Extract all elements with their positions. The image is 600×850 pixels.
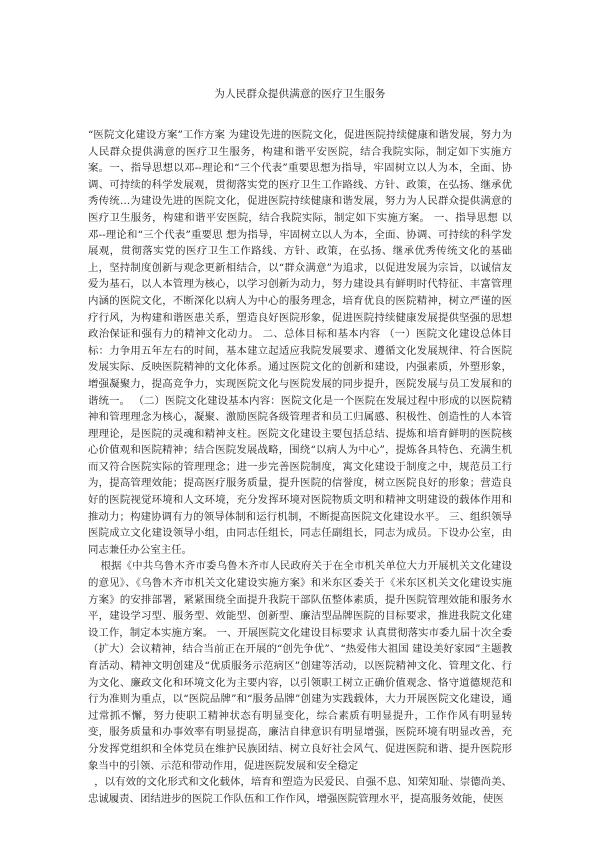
document-title: 为人民群众提供满意的医疗卫生服务 <box>214 88 386 100</box>
paragraph-work-plan: “医院文化建设方案”工作方案 为建设先进的医院文化，促进医院持续健康和谐发展，努力为人民群众提供满意的医疗卫生服务，构建和谐平安医院，结合我院实际，制定如下实施方案。一、指导思想以邓--理论和“三个代表”重要思想为指导，牢固树立以人为本，全面、协调、可持续的科学发展观，贯彻落实党的医疗卫生工作路线、方针、政策，在弘扬、继承优秀传统…为建设先进的医院文化，促进医院持续健康和谐发展，努力为人民群众提供满意的医疗卫生服务，构建和谐平安医院，结合我院实际，制定如下实施方案。 一、指导思想 以邓--理论和“三个代表”重要思 想为指导，牢固树立以人为本，全面、协调、可持续的科学发展观，贯彻落实党的医疗卫生工作路线、方针、政策，在弘扬、继承优秀传统文化的基础上，坚持制度创新与观念更新相结合，以“群众满意”为追求，以促进发展为宗旨，以诚信友爱为基石，以人本管理为核心，以学习创新为动力，努力建设具有鲜明时代特征、丰富管理内涵的医院文化，不断深化以病人为中心的服务理念，培育优良的医院精神，树立严谨的医疗行风，为构建和谐医患关系，塑造良好医院形象，促进医院持续健康发展提供坚强的思想政治保证和强有力的精神文化动力。 二、总体目标和基本内容 （一）医院文化建设总体目标：力争用五年左右的时间，基本建立起适应我院发展要求、遵循文化发展规律、符合医院发展实际、反映医院精神的文化体系。通过医院文化的创新和建设，内强素质，外塑形象，增强凝聚力，提高竞争力，实现医院文化与医院发展的同步提升，医院发展与员工发展和的谐统一。 （二）医院文化建设基本内容：医院文化是一个医院在发展过程中形成的以医院精神和管理理念为核心，凝聚、激励医院各级管理者和员工归属感、积极性、创造性的人本管理理论，是医院的灵魂和精神支柱。医院文化建设主要包括总结、提炼和培育鲜明的医院核心价值观和医院精神；结合医院发展战略，围绕“以病人为中心”，提炼各具特色、充满生机而又符合医院实际的管理理念；进一步完善医院制度，寓文化建设于制度之中，规范员工行为，提高管理效能；提高医疗服务质量，提升医院的信誉度，树立医院良好的形象；营造良好的医院视觉环境和人文环境，充分发挥环境对医院物质文明和精神文明建设的载体作用和推动力；构建协调有力的领导体制和运行机制，不断提高医院文化建设水平。 三、组织领导 医院成立文化建设领导小组，由同志任组长，同志任副组长，同志为成员。下设办公室，由同志兼任办公室主任。 <box>88 129 512 556</box>
paragraph-continuation: ，以有效的文化形式和文化载体，培育和塑造为民爱民、自强不息、知荣知耻、崇德尚美、忠诚履责、团结进步的医院工作队伍和工作作风，增强医院管理水平，提高服务效能，使医 <box>88 776 512 805</box>
paragraph-implementation-plan: 根据《中共乌鲁木齐市委乌鲁木齐市人民政府关于在全市机关单位大力开展机关文化建设的意见》、《乌鲁木齐市机关文化建设实施方案》和米东区委关于《米东区机关文化建设实施方案》的安排部署，紧紧围绕全面提升我院干部队伍整体素质，提升医院管理效能和服务水平，建设学习型、服务型、效能型、创新型、廉洁型品牌医院的目标要求，推进我院文化建设工作，制定本实施方案。 一、开展医院文化建设目标要求 认真贯彻落实市委九届十次全委（扩大）会议精神，结合当前正在开展的“创先争优”、“热爱伟大祖国 建设美好家园”主题教育活动、精神文明创建及“优质服务示范病区”创建等活动，以医院精神文化、管理文化、行为文化、廉政文化和环境文化为主要内容，以引领职工树立正确价值观念、恪守道德规范和行为准则为重点，以“医院品牌”和“服务品牌”创建为实践载体，大力开展医院文化建设，通过常抓不懈，努力使职工精神状态有明显变化，综合素质有明显提升，工作作风有明显转变，服务质量和办事效率有明显提高，廉洁自律意识有明显增强，医院环境有明显改善，充分发挥党组织和全体党员在维护民族团结、树立良好社会风气、促进医院和谐、提升医院形象当中的引领、示范和带动作用，促进医院发展和安全稳定 <box>88 560 512 772</box>
